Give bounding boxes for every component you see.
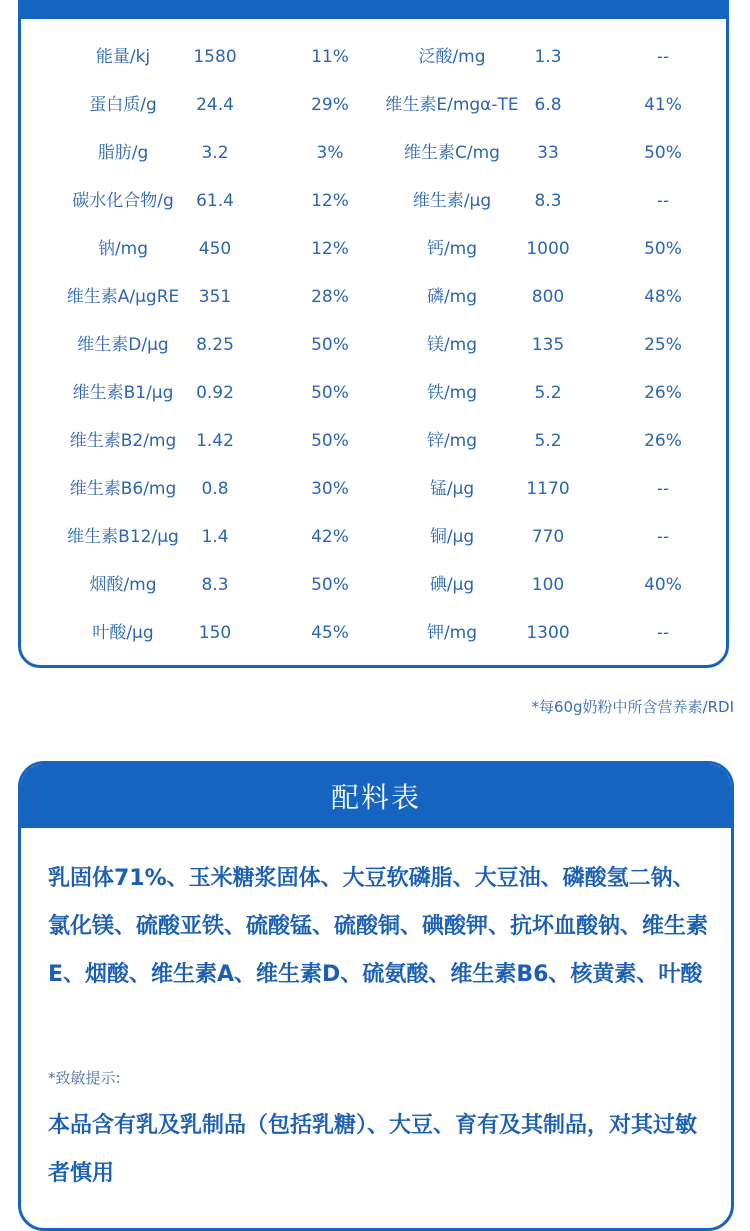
nutrient-amount: 33: [537, 143, 559, 163]
nutrient-name: 烟酸/mg: [89, 575, 157, 595]
nutrient-rdi: 26%: [644, 431, 682, 451]
nutrient-amount: 24.4: [196, 95, 234, 115]
nutrient-rdi: 50%: [311, 335, 349, 355]
table-row: [21, 273, 726, 321]
nutrient-rdi: 50%: [644, 143, 682, 163]
nutrient-name: 维生素A/μgRE: [66, 287, 180, 307]
nutrient-amount: 800: [531, 287, 565, 307]
table-row: [21, 417, 726, 465]
nutrient-amount: 1000: [526, 239, 570, 259]
nutrient-name: 维生素E/mgα-TE: [385, 95, 519, 115]
nutrient-name: 维生素B6/mg: [69, 479, 177, 499]
nutrient-rdi: 3%: [316, 143, 344, 163]
nutrient-amount: 0.8: [201, 479, 229, 499]
nutrient-name: 蛋白质/g: [89, 95, 157, 115]
nutrient-rdi: 50%: [311, 383, 349, 403]
table-row: [21, 321, 726, 369]
nutrient-rdi: 30%: [311, 479, 349, 499]
nutrient-amount: 1.4: [201, 527, 229, 547]
nutrient-name: 钾/mg: [426, 623, 478, 643]
nutrient-amount: 1170: [526, 479, 570, 499]
nutrient-amount: 1.42: [196, 431, 234, 451]
nutrient-rdi: 12%: [311, 239, 349, 259]
table-row: [21, 225, 726, 273]
nutrient-rdi: --: [656, 527, 670, 547]
table-row: [21, 369, 726, 417]
nutrient-rdi: 40%: [644, 575, 682, 595]
nutrient-name: 维生素D/μg: [77, 335, 169, 355]
nutrient-rdi: 45%: [311, 623, 349, 643]
nutrient-name: 镁/mg: [426, 335, 478, 355]
nutrient-amount: 351: [198, 287, 232, 307]
nutrient-name: 维生素C/mg: [404, 143, 500, 163]
table-row: [21, 33, 726, 81]
nutrient-amount: 6.8: [534, 95, 562, 115]
nutrient-name: 锌/mg: [426, 431, 478, 451]
nutrient-rdi: 12%: [311, 191, 349, 211]
nutrient-amount: 150: [198, 623, 232, 643]
nutrient-name: 锰/μg: [429, 479, 475, 499]
nutrient-name: 维生素B12/μg: [67, 527, 179, 547]
nutrient-name: 钙/mg: [426, 239, 478, 259]
ingredients-title: 配料表: [21, 764, 731, 828]
nutrient-amount: 135: [531, 335, 565, 355]
nutrient-rdi: 11%: [311, 47, 349, 67]
nutrient-name: 碳水化合物/g: [72, 191, 174, 211]
nutrient-name: 维生素B1/μg: [72, 383, 174, 403]
table-row: [21, 513, 726, 561]
nutrient-name: 铁/mg: [426, 383, 478, 403]
nutrient-name: 碘/μg: [429, 575, 475, 595]
table-row: [21, 609, 726, 657]
nutrient-amount: 61.4: [196, 191, 234, 211]
nutrient-rdi: --: [656, 479, 670, 499]
nutrient-rdi: 26%: [644, 383, 682, 403]
nutrient-name: 叶酸/μg: [92, 623, 154, 643]
nutrient-name: 铜/μg: [429, 527, 475, 547]
nutrient-rdi: --: [656, 623, 670, 643]
ingredients-card: [18, 761, 734, 1231]
nutrient-amount: 3.2: [201, 143, 229, 163]
nutrient-rdi: 42%: [311, 527, 349, 547]
nutrient-rdi: 29%: [311, 95, 349, 115]
nutrient-name: 泛酸/mg: [418, 47, 486, 67]
nutrient-name: 维生素B2/mg: [69, 431, 177, 451]
nutrient-name: 磷/mg: [426, 287, 478, 307]
nutrition-header-band: [21, 0, 726, 19]
nutrient-rdi: 48%: [644, 287, 682, 307]
nutrient-rdi: 25%: [644, 335, 682, 355]
table-row: [21, 129, 726, 177]
nutrient-rdi: 50%: [644, 239, 682, 259]
nutrient-rdi: 28%: [311, 287, 349, 307]
nutrient-rdi: --: [656, 191, 670, 211]
nutrient-amount: 5.2: [534, 383, 562, 403]
nutrient-amount: 770: [531, 527, 565, 547]
nutrient-amount: 8.3: [201, 575, 229, 595]
nutrient-rdi: --: [656, 47, 670, 67]
table-row: [21, 177, 726, 225]
nutrient-amount: 1300: [526, 623, 570, 643]
allergy-label: *致敏提示:: [48, 1069, 121, 1087]
nutrient-rdi: 41%: [644, 95, 682, 115]
allergy-warning: 本品含有乳及乳制品（包括乳糖）、大豆、育有及其制品，对其过敏者慎用: [48, 1113, 698, 1186]
nutrient-amount: 450: [198, 239, 232, 259]
table-row: [21, 81, 726, 129]
nutrient-rdi: 50%: [311, 431, 349, 451]
table-row: [21, 561, 726, 609]
nutrient-amount: 100: [531, 575, 565, 595]
nutrient-amount: 1580: [193, 47, 237, 67]
nutrient-amount: 5.2: [534, 431, 562, 451]
nutrient-amount: 8.25: [196, 335, 234, 355]
nutrient-name: 维生素/μg: [412, 191, 492, 211]
nutrient-rdi: 50%: [311, 575, 349, 595]
nutrition-table-card: [18, 0, 729, 668]
nutrient-name: 脂肪/g: [97, 143, 149, 163]
nutrient-amount: 1.3: [534, 47, 562, 67]
nutrient-amount: 8.3: [534, 191, 562, 211]
table-row: [21, 465, 726, 513]
nutrient-name: 能量/kj: [95, 47, 151, 67]
nutrient-amount: 0.92: [196, 383, 234, 403]
nutrient-name: 钠/mg: [97, 239, 149, 259]
ingredients-list: 乳固体71%、玉米糖浆固体、大豆软磷脂、大豆油、磷酸氢二钠、氯化镁、硫酸亚铁、硫酸锰、硫酸铜、碘酸钾、抗坏血酸钠、维生素E、烟酸、维生素A、维生素D、硫氨酸、维生素B6、核黄素、叶酸: [48, 866, 709, 987]
rdi-footnote: *每60g奶粉中所含营养素/RDI: [531, 698, 734, 716]
